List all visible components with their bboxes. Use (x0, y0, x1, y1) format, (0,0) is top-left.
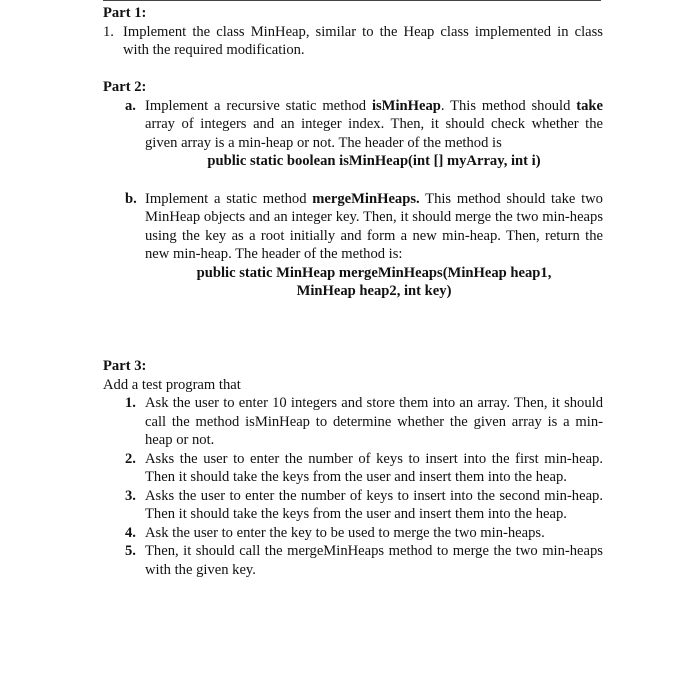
spacer (125, 171, 603, 190)
part2-b-text-1: Implement a static method (145, 190, 313, 207)
part3-item-marker: 1. (125, 395, 136, 411)
part3-intro: Add a test program that (103, 376, 241, 393)
part2-item-b (125, 190, 603, 301)
part2-item-a (125, 97, 603, 171)
part1-heading: Part 1: (103, 5, 147, 21)
part2-a-bold-1: isMinHeap (371, 97, 441, 114)
part3-item-text: Ask the user to enter the key to be used to merge the two min-heaps. (145, 524, 545, 541)
part2-b-text-2: This method should take two MinHeap objects and an integer key. Then, it should merge the two min-heaps using the key as a root initially and form a new min-heap. Then, return the new min-heap. The header of the method is: (145, 190, 603, 262)
part3-item-marker: 5. (125, 543, 136, 559)
part2-a-bold-2: take (576, 97, 603, 114)
top-rule (103, 0, 601, 1)
part2-a-signature: public static boolean isMinHeap(int [] myArray, int i) (207, 153, 541, 169)
part2-a-text-2: . This method should (440, 97, 577, 114)
part2-b-signature-line1: public static MinHeap mergeMinHeaps(MinHeap heap1, (196, 264, 552, 281)
part2-a-text-1: Implement a recursive static method (145, 97, 372, 114)
part2-list (125, 97, 603, 301)
part2-section (103, 78, 603, 301)
part2-item-b-marker: b. (125, 190, 137, 207)
part3-item-text: Ask the user to enter 10 integers and store them into an array. Then, it should call the method isMinHeap to determine whether the given array is a min-heap or not. (145, 395, 603, 448)
part2-item-a-marker: a. (125, 97, 136, 114)
part3-item-5 (125, 542, 603, 579)
part3-item-text: Asks the user to enter the number of keys to insert into the first min-heap. Then it should take the keys from the user and insert them into the heap. (145, 450, 603, 485)
part3-item-marker: 2. (125, 450, 136, 467)
part1-item-marker: 1. (103, 23, 114, 40)
part3-item-text: Then, it should call the mergeMinHeaps method to merge the two min-heaps with the given key. (145, 543, 603, 578)
part1-section (103, 4, 603, 60)
part2-a-text-3: array of integers and an integer index. Then, it should check whether the given array is a min-heap or not. The header of the method is (145, 116, 603, 151)
part3-item-1 (125, 394, 603, 450)
part2-b-signature-line2: MinHeap heap2, int key) (296, 283, 452, 299)
part1-item (103, 23, 603, 60)
part3-item-text: Asks the user to enter the number of keys to insert into the second min-heap. Then it should take the keys from the user and insert them into the heap. (145, 487, 603, 522)
part3-section (103, 357, 603, 579)
part2-heading: Part 2: (103, 79, 147, 95)
part3-item-marker: 3. (125, 487, 136, 504)
part3-item-2 (125, 450, 603, 487)
part2-b-bold-1: mergeMinHeaps. (312, 190, 420, 207)
part3-heading: Part 3: (103, 358, 147, 374)
part3-item-3 (125, 487, 603, 524)
part1-item-text: Implement the class MinHeap, similar to the Heap class implemented in class with the required modification. (123, 23, 603, 58)
part3-item-4 (125, 524, 603, 543)
part3-list (125, 394, 603, 579)
part3-item-marker: 4. (125, 524, 136, 541)
